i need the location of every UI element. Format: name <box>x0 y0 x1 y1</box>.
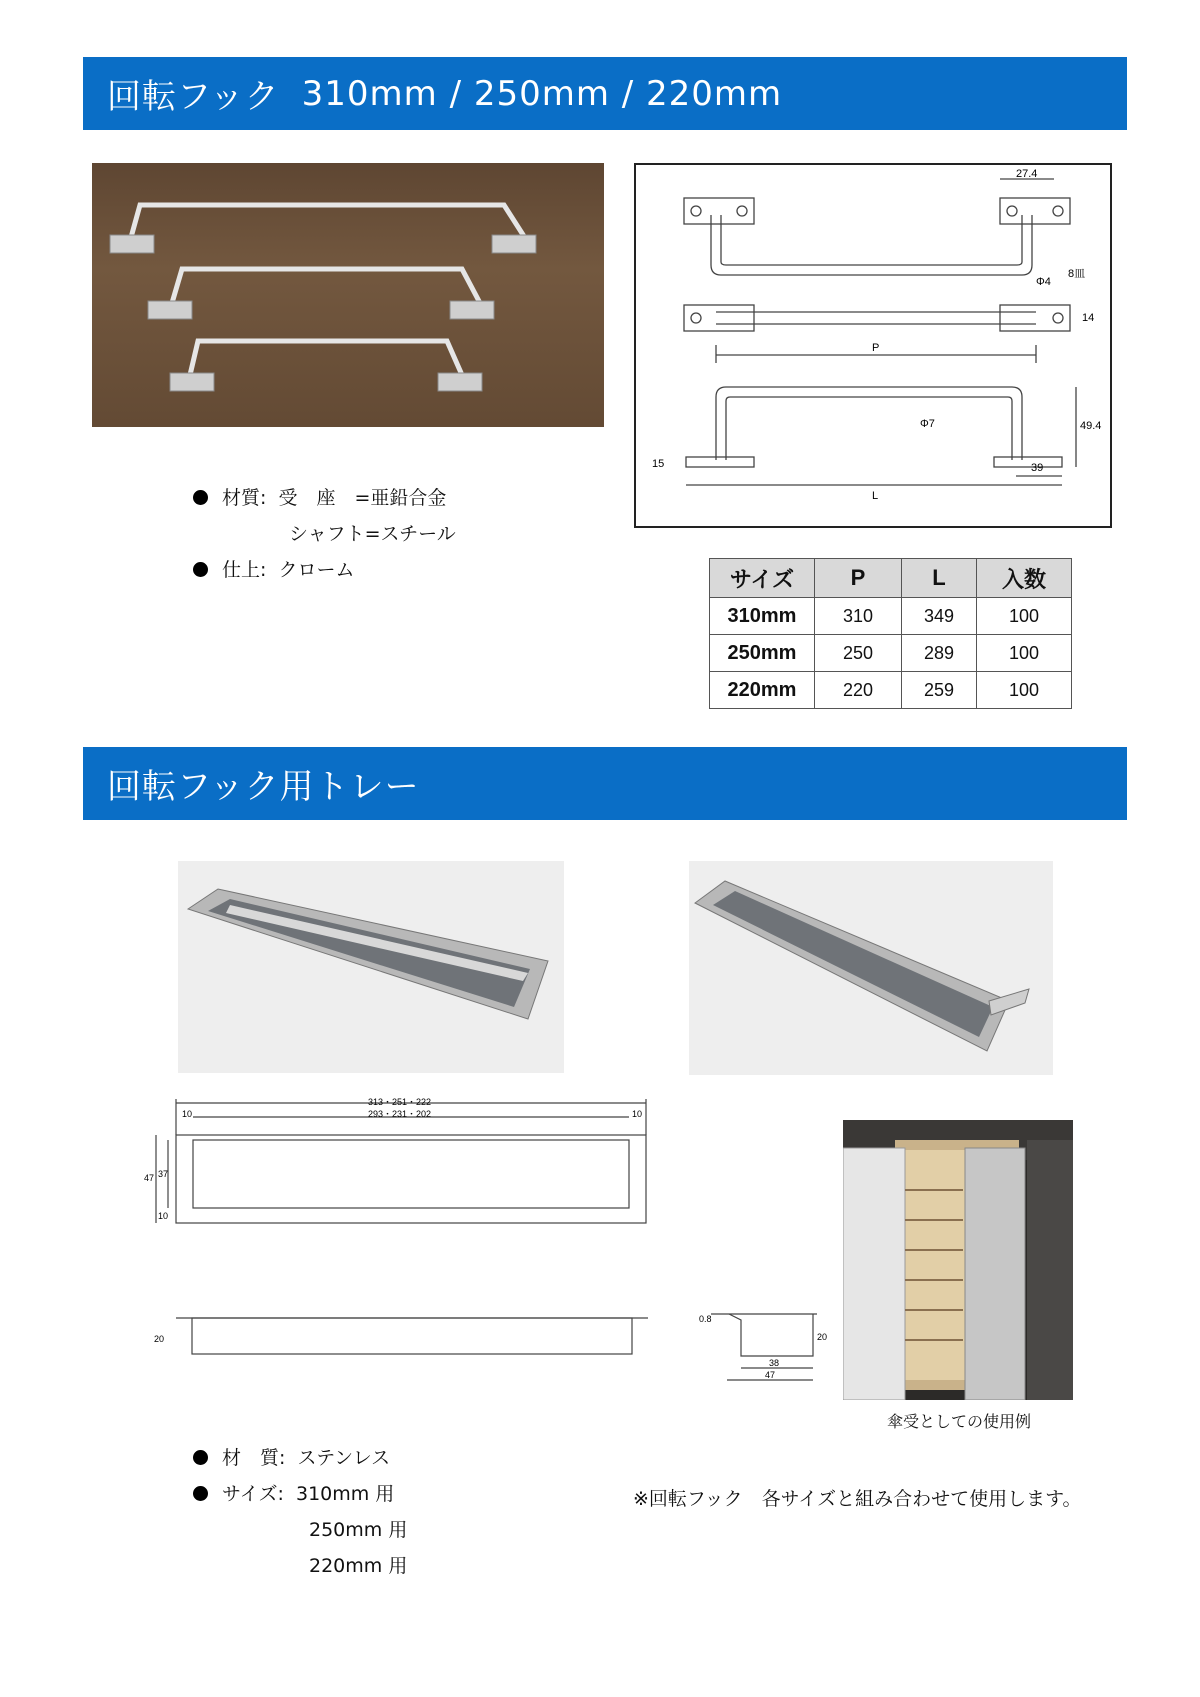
dim-10-bottom: 10 <box>158 1211 169 1221</box>
dim-15: 15 <box>652 458 665 470</box>
tray-photo-2 <box>689 861 1053 1075</box>
finish-value: クローム <box>278 559 355 581</box>
dim-39: 39 <box>1031 462 1044 474</box>
tray-top-drawing <box>138 1095 658 1240</box>
hook-spec-list <box>193 480 456 588</box>
material-line-2: シャフト=スチール <box>289 523 456 545</box>
table-cell: 220mm <box>710 672 815 709</box>
tray-section-drawing <box>697 1300 832 1390</box>
tray-spec-list <box>193 1440 407 1584</box>
table-cell: 250 <box>815 635 902 672</box>
table-cell: 100 <box>977 672 1072 709</box>
dim-overall: 313・251・222 <box>368 1097 432 1107</box>
table-header: サイズ <box>710 559 815 598</box>
dim-27-4: 27.4 <box>1016 168 1038 180</box>
table-header: 入数 <box>977 559 1072 598</box>
dim-phi4: Φ4 <box>1036 276 1051 288</box>
bullet-icon <box>193 562 208 577</box>
tray-material-value: ステンレス <box>297 1447 391 1469</box>
dim-47: 47 <box>144 1173 155 1183</box>
bullet-icon <box>193 490 208 505</box>
dim-l: L <box>872 490 879 502</box>
table-cell: 250mm <box>710 635 815 672</box>
tray-size-310: 310mm 用 <box>295 1483 395 1505</box>
hook-technical-drawing <box>634 163 1112 528</box>
section-title: 回転フック用トレー <box>107 767 420 807</box>
tray-size-250: 250mm 用 <box>309 1519 408 1541</box>
dim-49-4: 49.4 <box>1080 420 1102 432</box>
combination-note: ※回転フック 各サイズと組み合わせて使用します。 <box>633 1488 1082 1510</box>
section-banner-rotary-hook <box>83 57 1127 130</box>
table-cell: 259 <box>902 672 977 709</box>
dim-14: 14 <box>1082 312 1095 324</box>
table-row <box>710 672 1072 709</box>
dim-8-csk: 8皿 <box>1068 268 1086 280</box>
material-line-1: 受 座 =亜鉛合金 <box>278 487 447 509</box>
dim-20-section: 20 <box>817 1332 828 1342</box>
usage-example-caption: 傘受としての使用例 <box>887 1412 1032 1431</box>
tray-side-drawing <box>150 1310 660 1360</box>
bullet-icon <box>193 1486 208 1501</box>
table-cell: 349 <box>902 598 977 635</box>
table-row <box>710 598 1072 635</box>
table-header: P <box>815 559 902 598</box>
table-header-row <box>710 559 1072 598</box>
dim-phi7: Φ7 <box>920 418 935 430</box>
table-header: L <box>902 559 977 598</box>
dim-10-right: 10 <box>632 1109 643 1119</box>
section-title-sizes: 310mm / 250mm / 220mm <box>301 73 783 114</box>
tray-size-row-2 <box>193 1512 407 1548</box>
table-cell: 100 <box>977 598 1072 635</box>
dim-38: 38 <box>769 1358 780 1368</box>
section-banner-tray <box>83 747 1127 820</box>
table-cell: 310 <box>815 598 902 635</box>
table-cell: 310mm <box>710 598 815 635</box>
dim-inner: 293・231・202 <box>368 1109 432 1119</box>
material-row: 材質: 受 座 =亜鉛合金 <box>193 480 456 516</box>
tray-material-row: 材 質: ステンレス <box>193 1440 407 1476</box>
dim-37: 37 <box>158 1169 169 1179</box>
table-row <box>710 635 1072 672</box>
tray-size-row: サイズ: 310mm 用 <box>193 1476 407 1512</box>
dim-10-left: 10 <box>182 1109 193 1119</box>
section-title: 回転フック <box>107 77 280 117</box>
table-cell: 100 <box>977 635 1072 672</box>
bullet-icon <box>193 1450 208 1465</box>
dim-47-section: 47 <box>765 1370 776 1380</box>
finish-row: 仕上: クローム <box>193 552 456 588</box>
usage-example-photo <box>843 1120 1073 1400</box>
dim-20: 20 <box>154 1334 165 1344</box>
dim-0-8: 0.8 <box>699 1314 712 1324</box>
material-row-2 <box>193 516 456 552</box>
dim-p: P <box>872 342 880 354</box>
hook-product-photo <box>92 163 604 427</box>
tray-size-220: 220mm 用 <box>309 1555 408 1577</box>
hook-size-table <box>709 558 1072 709</box>
tray-photo-1 <box>178 861 564 1073</box>
table-cell: 289 <box>902 635 977 672</box>
tray-size-row-3 <box>193 1548 407 1584</box>
table-cell: 220 <box>815 672 902 709</box>
